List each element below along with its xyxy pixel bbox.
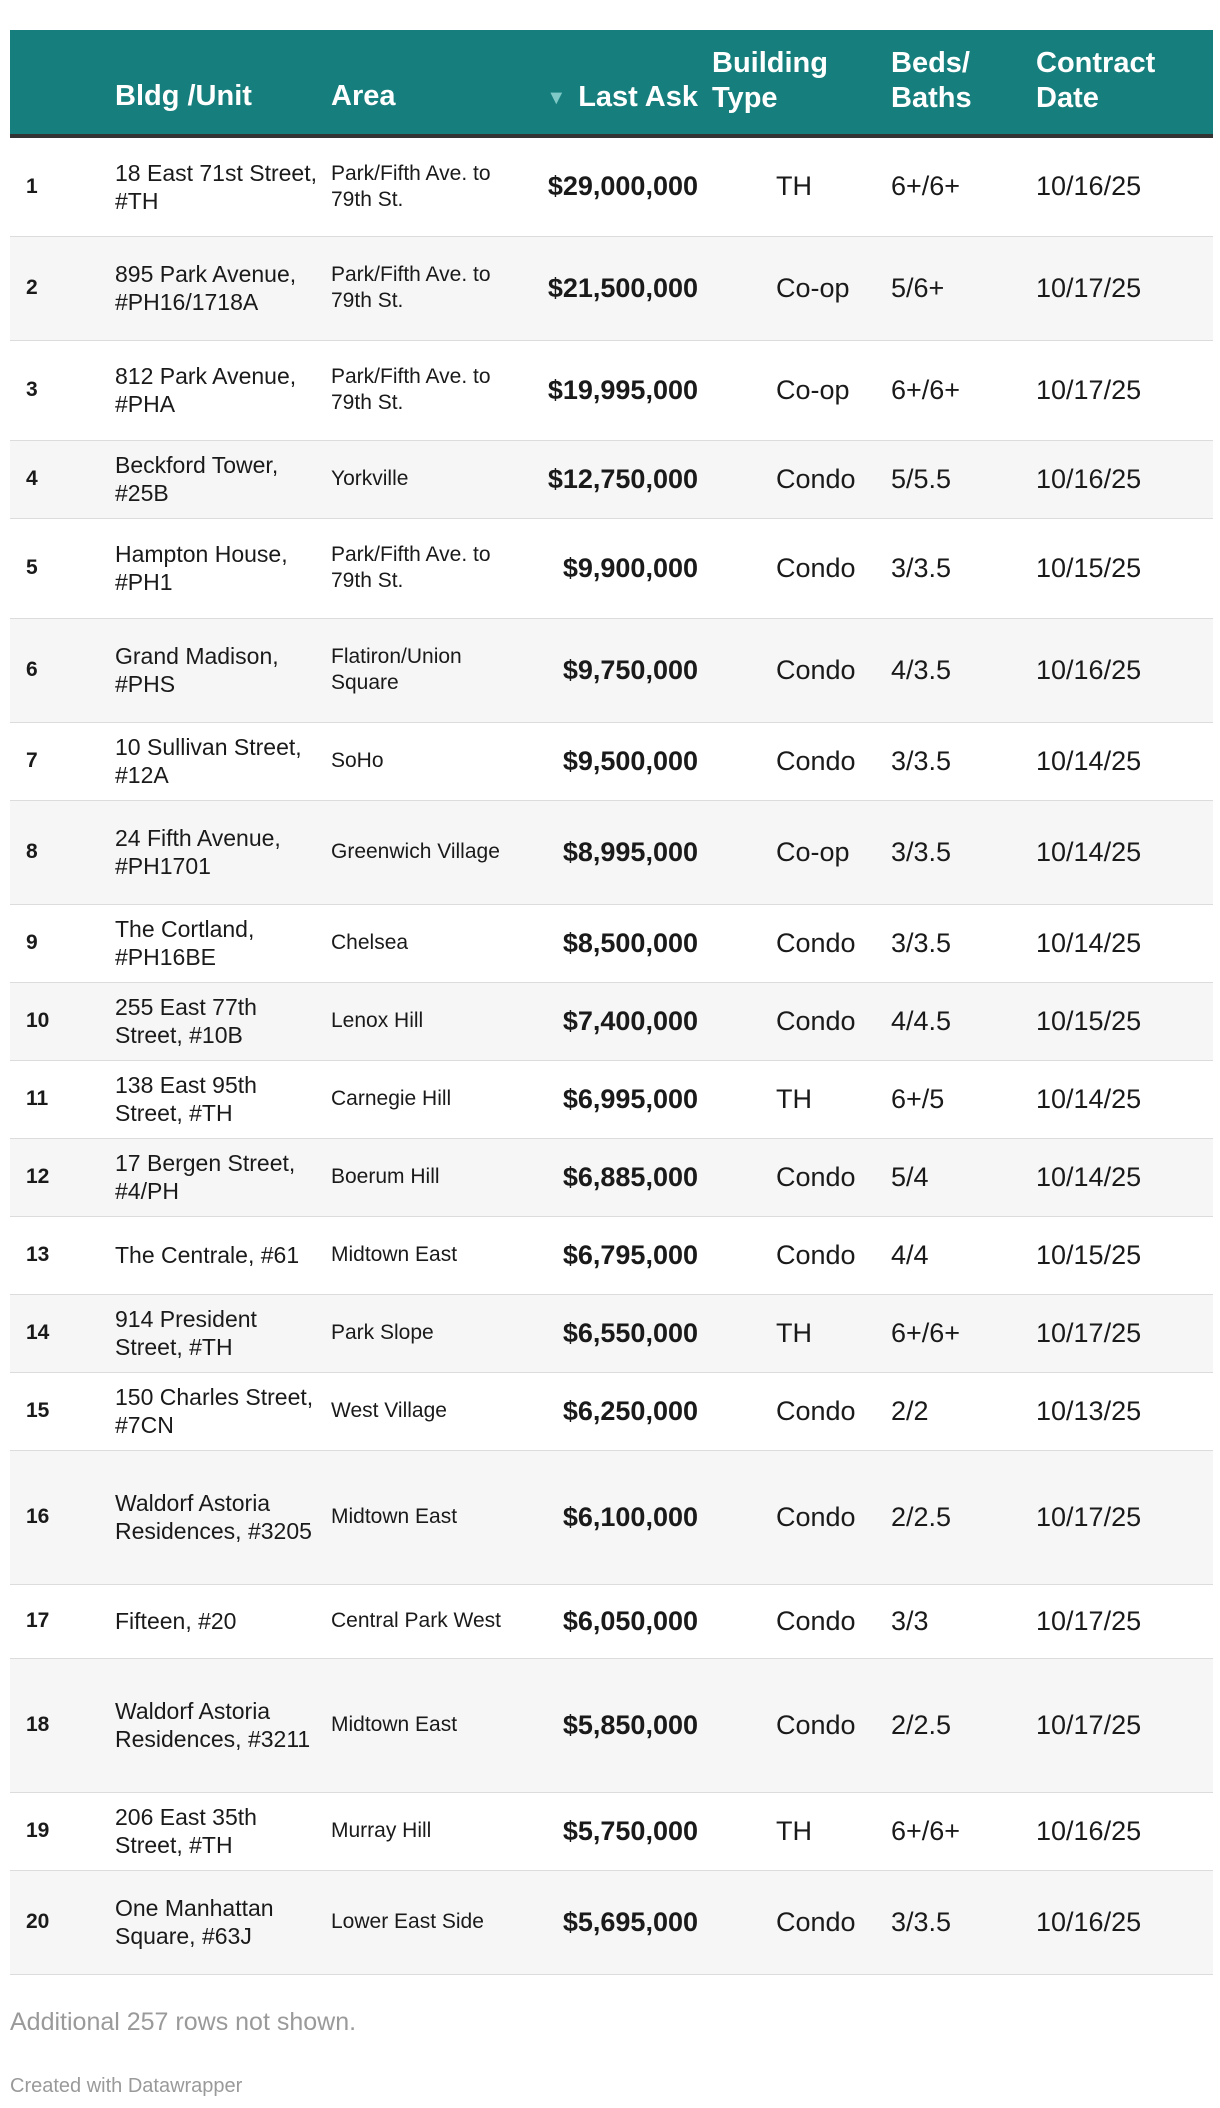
row-beds-baths: 6+/6+ bbox=[891, 374, 961, 405]
row-building-type: Co-op bbox=[776, 374, 850, 405]
table-row bbox=[10, 136, 1213, 236]
table-row bbox=[10, 1792, 1213, 1870]
column-header-last-ask[interactable] bbox=[515, 30, 712, 136]
row-contract-date: 10/17/25 bbox=[1036, 1605, 1142, 1636]
row-last-ask: $7,400,000 bbox=[562, 1005, 698, 1036]
row-rank: 4 bbox=[26, 467, 38, 490]
table-row bbox=[10, 1294, 1213, 1372]
row-rank: 3 bbox=[26, 378, 38, 401]
row-beds-baths: 6+/5 bbox=[891, 1083, 945, 1114]
row-area: Park/Fifth Ave. to 79th St. bbox=[331, 365, 491, 414]
row-beds-baths: 5/5.5 bbox=[891, 463, 952, 494]
rows-not-shown-note: Additional 257 rows not shown. bbox=[10, 2008, 357, 2036]
row-rank: 18 bbox=[26, 1713, 50, 1736]
row-building-type: Condo bbox=[776, 1501, 856, 1532]
row-last-ask: $8,995,000 bbox=[562, 836, 698, 867]
row-bldg-unit: Waldorf Astoria Residences, #3205 bbox=[115, 1490, 312, 1544]
row-beds-baths: 5/4 bbox=[891, 1161, 929, 1192]
row-building-type: Condo bbox=[776, 1906, 856, 1937]
row-bldg-unit: 150 Charles Street, #7CN bbox=[115, 1384, 314, 1438]
row-bldg-unit: Beckford Tower, #25B bbox=[115, 452, 279, 506]
row-contract-date: 10/14/25 bbox=[1036, 1083, 1142, 1114]
row-rank: 7 bbox=[26, 749, 38, 772]
row-last-ask: $5,850,000 bbox=[562, 1709, 698, 1740]
row-rank: 15 bbox=[26, 1399, 50, 1422]
row-area: Murray Hill bbox=[331, 1819, 432, 1842]
row-bldg-unit: One Manhattan Square, #63J bbox=[115, 1895, 274, 1949]
table-row bbox=[10, 1658, 1213, 1792]
row-bldg-unit: 17 Bergen Street, #4/PH bbox=[115, 1150, 296, 1204]
row-contract-date: 10/16/25 bbox=[1036, 171, 1142, 202]
table-row bbox=[10, 440, 1213, 518]
table-row bbox=[10, 1060, 1213, 1138]
table-row bbox=[10, 800, 1213, 904]
row-area: Carnegie Hill bbox=[331, 1087, 452, 1110]
table-row bbox=[10, 904, 1213, 982]
header-row bbox=[10, 30, 1213, 136]
row-bldg-unit: 10 Sullivan Street, #12A bbox=[115, 734, 302, 788]
row-rank: 16 bbox=[26, 1505, 50, 1528]
row-area: Park/Fifth Ave. to 79th St. bbox=[331, 543, 491, 592]
table-row bbox=[10, 1870, 1213, 1974]
column-header-last-ask-label: Last Ask bbox=[578, 81, 698, 113]
row-rank: 17 bbox=[26, 1609, 50, 1632]
row-area: Midtown East bbox=[331, 1713, 458, 1736]
table-container bbox=[10, 30, 1213, 1975]
row-contract-date: 10/16/25 bbox=[1036, 463, 1142, 494]
row-area: Lower East Side bbox=[331, 1910, 484, 1933]
row-beds-baths: 3/3 bbox=[891, 1605, 929, 1636]
sort-descending-icon: ▼ bbox=[546, 87, 567, 109]
row-building-type: Condo bbox=[776, 1395, 856, 1426]
row-contract-date: 10/16/25 bbox=[1036, 1815, 1142, 1846]
row-last-ask: $6,885,000 bbox=[562, 1161, 698, 1192]
row-contract-date: 10/17/25 bbox=[1036, 272, 1142, 303]
row-last-ask: $8,500,000 bbox=[562, 927, 698, 958]
column-header-contract-date-label: Contract Date bbox=[1036, 47, 1156, 114]
row-last-ask: $9,750,000 bbox=[562, 654, 698, 685]
row-contract-date: 10/14/25 bbox=[1036, 836, 1142, 867]
table-row bbox=[10, 1138, 1213, 1216]
row-area: SoHo bbox=[331, 749, 384, 772]
row-last-ask: $6,550,000 bbox=[562, 1317, 698, 1348]
row-beds-baths: 4/4 bbox=[891, 1239, 929, 1270]
column-header-area-label: Area bbox=[331, 80, 396, 112]
table-row bbox=[10, 982, 1213, 1060]
row-beds-baths: 6+/6+ bbox=[891, 1317, 961, 1348]
column-header-beds-baths[interactable] bbox=[891, 30, 1036, 136]
row-building-type: TH bbox=[776, 171, 812, 202]
row-area: Central Park West bbox=[331, 1609, 501, 1632]
row-beds-baths: 6+/6+ bbox=[891, 1815, 961, 1846]
row-rank: 14 bbox=[26, 1321, 50, 1344]
row-area: Park Slope bbox=[331, 1321, 434, 1344]
row-beds-baths: 2/2.5 bbox=[891, 1501, 952, 1532]
row-beds-baths: 3/3.5 bbox=[891, 1906, 952, 1937]
row-building-type: Condo bbox=[776, 654, 856, 685]
column-header-building-type[interactable] bbox=[712, 30, 891, 136]
row-last-ask: $12,750,000 bbox=[547, 463, 698, 494]
row-building-type: TH bbox=[776, 1815, 812, 1846]
row-bldg-unit: Hampton House, #PH1 bbox=[115, 541, 288, 595]
row-building-type: Condo bbox=[776, 1605, 856, 1636]
row-rank: 13 bbox=[26, 1243, 50, 1266]
row-bldg-unit: 895 Park Avenue, #PH16/1718A bbox=[115, 261, 297, 315]
row-bldg-unit: 138 East 95th Street, #TH bbox=[115, 1072, 257, 1126]
row-area: Yorkville bbox=[331, 467, 409, 490]
row-bldg-unit: The Cortland, #PH16BE bbox=[115, 916, 255, 970]
row-beds-baths: 3/3.5 bbox=[891, 552, 952, 583]
table-header bbox=[10, 30, 1213, 136]
row-contract-date: 10/14/25 bbox=[1036, 927, 1142, 958]
row-last-ask: $19,995,000 bbox=[547, 374, 698, 405]
row-contract-date: 10/16/25 bbox=[1036, 654, 1142, 685]
row-area: West Village bbox=[331, 1399, 447, 1422]
row-last-ask: $5,695,000 bbox=[562, 1906, 698, 1937]
row-contract-date: 10/14/25 bbox=[1036, 1161, 1142, 1192]
row-building-type: Condo bbox=[776, 1709, 856, 1740]
row-area: Flatiron/Union Square bbox=[331, 645, 462, 694]
row-beds-baths: 3/3.5 bbox=[891, 927, 952, 958]
row-building-type: Co-op bbox=[776, 272, 850, 303]
row-bldg-unit: 206 East 35th Street, #TH bbox=[115, 1804, 257, 1858]
row-rank: 9 bbox=[26, 931, 38, 954]
table-row bbox=[10, 1450, 1213, 1584]
row-building-type: Condo bbox=[776, 1239, 856, 1270]
row-beds-baths: 5/6+ bbox=[891, 272, 945, 303]
row-last-ask: $9,900,000 bbox=[562, 552, 698, 583]
row-rank: 2 bbox=[26, 276, 38, 299]
row-area: Park/Fifth Ave. to 79th St. bbox=[331, 263, 491, 312]
row-rank: 11 bbox=[26, 1087, 49, 1110]
row-building-type: Condo bbox=[776, 1161, 856, 1192]
row-building-type: TH bbox=[776, 1083, 812, 1114]
row-area: Greenwich Village bbox=[331, 840, 500, 863]
row-last-ask: $5,750,000 bbox=[562, 1815, 698, 1846]
row-building-type: Co-op bbox=[776, 836, 850, 867]
row-bldg-unit: 18 East 71st Street, #TH bbox=[115, 159, 318, 214]
table-row bbox=[10, 1216, 1213, 1294]
row-last-ask: $6,250,000 bbox=[562, 1395, 698, 1426]
row-contract-date: 10/16/25 bbox=[1036, 1906, 1142, 1937]
row-beds-baths: 3/3.5 bbox=[891, 836, 952, 867]
row-beds-baths: 2/2.5 bbox=[891, 1709, 952, 1740]
table-row bbox=[10, 1372, 1213, 1450]
row-rank: 12 bbox=[26, 1165, 50, 1188]
row-area: Chelsea bbox=[331, 931, 409, 954]
row-rank: 19 bbox=[26, 1819, 50, 1842]
row-building-type: Condo bbox=[776, 745, 856, 776]
row-building-type: Condo bbox=[776, 463, 856, 494]
row-bldg-unit: 914 President Street, #TH bbox=[115, 1306, 257, 1360]
table-row bbox=[10, 722, 1213, 800]
row-building-type: Condo bbox=[776, 1005, 856, 1036]
row-beds-baths: 4/4.5 bbox=[891, 1005, 952, 1036]
row-area: Midtown East bbox=[331, 1505, 458, 1528]
row-contract-date: 10/17/25 bbox=[1036, 1317, 1142, 1348]
table-row bbox=[10, 618, 1213, 722]
row-building-type: Condo bbox=[776, 927, 856, 958]
row-rank: 5 bbox=[26, 556, 38, 579]
row-contract-date: 10/13/25 bbox=[1036, 1395, 1142, 1426]
column-header-building-type-label: Building Type bbox=[712, 47, 828, 114]
row-rank: 20 bbox=[26, 1910, 50, 1933]
row-last-ask: $29,000,000 bbox=[547, 171, 698, 202]
row-bldg-unit: Waldorf Astoria Residences, #3211 bbox=[115, 1698, 311, 1752]
row-beds-baths: 6+/6+ bbox=[891, 171, 961, 202]
row-last-ask: $21,500,000 bbox=[547, 272, 698, 303]
row-contract-date: 10/15/25 bbox=[1036, 552, 1142, 583]
row-bldg-unit: The Centrale, #61 bbox=[115, 1242, 300, 1268]
row-beds-baths: 2/2 bbox=[891, 1395, 929, 1426]
column-header-area[interactable] bbox=[331, 30, 515, 136]
column-header-beds-baths-label: Beds/ Baths bbox=[891, 47, 972, 114]
row-beds-baths: 4/3.5 bbox=[891, 654, 952, 685]
row-last-ask: $6,795,000 bbox=[562, 1239, 698, 1270]
table-body bbox=[10, 136, 1213, 1974]
datawrapper-credit: Created with Datawrapper bbox=[10, 2075, 243, 2097]
row-area: Lenox Hill bbox=[331, 1009, 424, 1032]
row-contract-date: 10/15/25 bbox=[1036, 1239, 1142, 1270]
row-area: Midtown East bbox=[331, 1243, 458, 1266]
row-bldg-unit: 812 Park Avenue, #PHA bbox=[115, 363, 297, 417]
column-header-rank[interactable] bbox=[10, 30, 115, 136]
table-row bbox=[10, 340, 1213, 440]
row-rank: 1 bbox=[26, 174, 38, 198]
row-contract-date: 10/14/25 bbox=[1036, 745, 1142, 776]
row-last-ask: $6,995,000 bbox=[562, 1083, 698, 1114]
table-row bbox=[10, 236, 1213, 340]
row-last-ask: $6,100,000 bbox=[562, 1501, 698, 1532]
row-bldg-unit: 255 East 77th Street, #10B bbox=[115, 994, 257, 1048]
row-building-type: Condo bbox=[776, 552, 856, 583]
row-area: Park/Fifth Ave. to 79th St. bbox=[331, 161, 491, 211]
row-contract-date: 10/17/25 bbox=[1036, 1501, 1142, 1532]
column-header-bldg-unit-label: Bldg /Unit bbox=[115, 80, 252, 112]
row-bldg-unit: Grand Madison, #PHS bbox=[115, 643, 279, 697]
row-area: Boerum Hill bbox=[331, 1165, 440, 1188]
row-rank: 8 bbox=[26, 840, 38, 863]
row-beds-baths: 3/3.5 bbox=[891, 745, 952, 776]
row-last-ask: $9,500,000 bbox=[562, 745, 698, 776]
table-row bbox=[10, 518, 1213, 618]
row-contract-date: 10/17/25 bbox=[1036, 1709, 1142, 1740]
row-contract-date: 10/15/25 bbox=[1036, 1005, 1142, 1036]
row-bldg-unit: Fifteen, #20 bbox=[115, 1608, 237, 1634]
row-building-type: TH bbox=[776, 1317, 812, 1348]
row-bldg-unit: 24 Fifth Avenue, #PH1701 bbox=[115, 825, 281, 879]
row-rank: 10 bbox=[26, 1009, 50, 1032]
listings-table bbox=[10, 30, 1213, 1975]
row-rank: 6 bbox=[26, 658, 38, 681]
column-header-bldg-unit[interactable] bbox=[115, 30, 331, 136]
table-row bbox=[10, 1584, 1213, 1658]
column-header-contract-date[interactable] bbox=[1036, 30, 1213, 136]
row-contract-date: 10/17/25 bbox=[1036, 374, 1142, 405]
row-last-ask: $6,050,000 bbox=[562, 1605, 698, 1636]
